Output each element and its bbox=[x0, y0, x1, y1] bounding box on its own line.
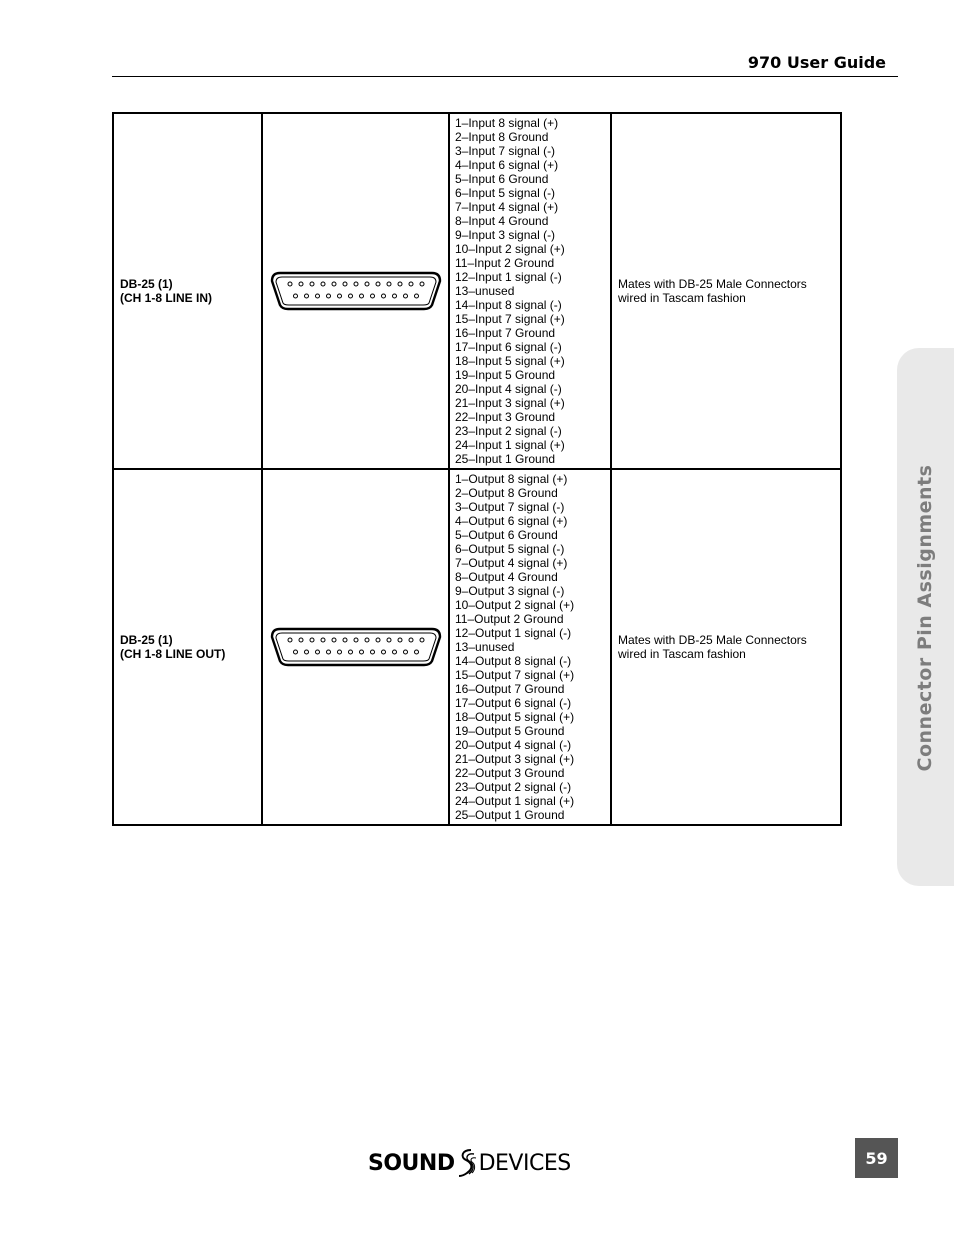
pin-hole bbox=[420, 282, 424, 286]
db25-female-connector-icon bbox=[270, 627, 442, 667]
pin-hole bbox=[348, 650, 352, 654]
pin-entry: 2–Input 8 Ground bbox=[455, 130, 549, 144]
pin-entry: 15–Output 7 signal (+) bbox=[455, 668, 575, 682]
pin-list bbox=[455, 116, 610, 466]
pin-hole bbox=[359, 650, 363, 654]
pin-hole bbox=[370, 294, 374, 298]
pin-hole bbox=[420, 638, 424, 642]
pin-hole bbox=[299, 282, 303, 286]
pin-hole bbox=[403, 294, 407, 298]
pin-entry: 20–Input 4 signal (-) bbox=[455, 382, 562, 396]
pin-entry: 8–Output 4 Ground bbox=[455, 570, 558, 584]
notes-line: wired in Tascam fashion bbox=[618, 291, 746, 305]
notes-line: wired in Tascam fashion bbox=[618, 647, 746, 661]
connector-image-cell bbox=[262, 113, 449, 469]
pin-entry: 16–Input 7 Ground bbox=[455, 326, 556, 340]
pin-entry: 1–Output 8 signal (+) bbox=[455, 472, 568, 486]
pin-entry: 21–Input 3 signal (+) bbox=[455, 396, 565, 410]
pin-hole bbox=[337, 650, 341, 654]
pin-entry: 11–Output 2 Ground bbox=[455, 612, 564, 626]
page-number: 59 bbox=[855, 1138, 898, 1178]
pin-hole bbox=[326, 294, 330, 298]
pin-entry: 19–Output 5 Ground bbox=[455, 724, 565, 738]
pin-hole bbox=[409, 638, 413, 642]
sound-devices-logo bbox=[368, 1146, 571, 1180]
pin-hole bbox=[293, 650, 297, 654]
pin-entry: 24–Output 1 signal (+) bbox=[455, 794, 575, 808]
pin-entry: 4–Input 6 signal (+) bbox=[455, 158, 559, 172]
pin-hole bbox=[321, 638, 325, 642]
pin-entry: 6–Input 5 signal (-) bbox=[455, 186, 556, 200]
pin-hole bbox=[343, 638, 347, 642]
pin-hole bbox=[304, 294, 308, 298]
notes-line: Mates with DB-25 Male Connectors bbox=[618, 633, 807, 647]
table-row bbox=[113, 113, 841, 469]
pin-entry: 23–Output 2 signal (-) bbox=[455, 780, 572, 794]
pin-entry: 5–Input 6 Ground bbox=[455, 172, 549, 186]
pin-entry: 2–Output 8 Ground bbox=[455, 486, 558, 500]
pin-entry: 22–Input 3 Ground bbox=[455, 410, 556, 424]
pin-entry: 13–unused bbox=[455, 640, 515, 654]
pin-hole bbox=[398, 638, 402, 642]
pin-hole bbox=[348, 294, 352, 298]
pin-hole bbox=[321, 282, 325, 286]
pin-entry: 7–Input 4 signal (+) bbox=[455, 200, 559, 214]
pin-list-cell bbox=[449, 469, 611, 825]
pin-entry: 5–Output 6 Ground bbox=[455, 528, 558, 542]
connector-name-cell bbox=[113, 469, 262, 825]
pin-entry: 8–Input 4 Ground bbox=[455, 214, 549, 228]
logo-word-devices: DEVICES bbox=[478, 1150, 571, 1176]
pin-entry: 10–Input 2 signal (+) bbox=[455, 242, 565, 256]
pin-hole bbox=[299, 638, 303, 642]
header-title: 970 User Guide bbox=[747, 53, 886, 72]
pin-entry: 3–Output 7 signal (-) bbox=[455, 500, 565, 514]
pin-entry: 19–Input 5 Ground bbox=[455, 368, 556, 382]
pin-entry: 16–Output 7 Ground bbox=[455, 682, 565, 696]
pin-hole bbox=[365, 638, 369, 642]
pin-entry: 12–Input 1 signal (-) bbox=[455, 270, 562, 284]
pin-entry: 24–Input 1 signal (+) bbox=[455, 438, 565, 452]
pin-hole bbox=[392, 294, 396, 298]
pin-hole bbox=[414, 650, 418, 654]
pin-entry: 25–Output 1 Ground bbox=[455, 808, 565, 822]
side-tab bbox=[897, 348, 954, 886]
pin-hole bbox=[332, 282, 336, 286]
pin-entry: 9–Input 3 signal (-) bbox=[455, 228, 556, 242]
connector-name-line: (CH 1-8 LINE OUT) bbox=[120, 647, 226, 661]
pin-hole bbox=[376, 282, 380, 286]
table-row bbox=[113, 469, 841, 825]
connector-name-line: (CH 1-8 LINE IN) bbox=[120, 291, 213, 305]
connector-name-cell bbox=[113, 113, 262, 469]
pin-hole bbox=[332, 638, 336, 642]
pin-hole bbox=[381, 294, 385, 298]
pin-entry: 18–Output 5 signal (+) bbox=[455, 710, 575, 724]
pin-hole bbox=[398, 282, 402, 286]
notes-line: Mates with DB-25 Male Connectors bbox=[618, 277, 807, 291]
pin-entry: 11–Input 2 Ground bbox=[455, 256, 555, 270]
pin-hole bbox=[409, 282, 413, 286]
pin-entry: 7–Output 4 signal (+) bbox=[455, 556, 568, 570]
pin-hole bbox=[337, 294, 341, 298]
pin-hole bbox=[403, 650, 407, 654]
pin-entry: 15–Input 7 signal (+) bbox=[455, 312, 565, 326]
pin-entry: 20–Output 4 signal (-) bbox=[455, 738, 572, 752]
pin-entry: 9–Output 3 signal (-) bbox=[455, 584, 565, 598]
pin-entry: 17–Output 6 signal (-) bbox=[455, 696, 572, 710]
header-rule bbox=[112, 76, 898, 77]
pin-hole bbox=[387, 282, 391, 286]
pin-hole bbox=[288, 282, 292, 286]
pin-entry: 4–Output 6 signal (+) bbox=[455, 514, 568, 528]
pin-entry: 6–Output 5 signal (-) bbox=[455, 542, 565, 556]
side-tab-label: Connector Pin Assignments bbox=[914, 464, 936, 772]
pin-hole bbox=[315, 294, 319, 298]
pin-hole bbox=[376, 638, 380, 642]
db25-female-connector-icon bbox=[270, 271, 442, 311]
pin-entry: 25–Input 1 Ground bbox=[455, 452, 556, 466]
pin-entry: 21–Output 3 signal (+) bbox=[455, 752, 575, 766]
pin-hole bbox=[381, 650, 385, 654]
pin-hole bbox=[365, 282, 369, 286]
pin-assignment-table bbox=[112, 112, 842, 826]
pin-entry: 14–Output 8 signal (-) bbox=[455, 654, 572, 668]
pin-list-cell bbox=[449, 113, 611, 469]
pin-entry: 14–Input 8 signal (-) bbox=[455, 298, 562, 312]
pin-entry: 23–Input 2 signal (-) bbox=[455, 424, 562, 438]
pin-hole bbox=[310, 638, 314, 642]
pin-entry: 12–Output 1 signal (-) bbox=[455, 626, 572, 640]
pin-list bbox=[455, 472, 610, 822]
connector-name-line: DB-25 (1) bbox=[120, 633, 173, 647]
pin-hole bbox=[354, 282, 358, 286]
pin-hole bbox=[370, 650, 374, 654]
connector-image-cell bbox=[262, 469, 449, 825]
pin-entry: 1–Input 8 signal (+) bbox=[455, 116, 559, 130]
logo-word-sound: SOUND bbox=[368, 1150, 455, 1176]
pin-hole bbox=[343, 282, 347, 286]
pin-entry: 17–Input 6 signal (-) bbox=[455, 340, 562, 354]
pin-hole bbox=[392, 650, 396, 654]
pin-hole bbox=[315, 650, 319, 654]
pin-entry: 10–Output 2 signal (+) bbox=[455, 598, 575, 612]
pin-entry: 3–Input 7 signal (-) bbox=[455, 144, 556, 158]
pin-hole bbox=[310, 282, 314, 286]
pin-entry: 13–unused bbox=[455, 284, 515, 298]
pin-hole bbox=[414, 294, 418, 298]
pin-hole bbox=[387, 638, 391, 642]
notes-cell bbox=[611, 113, 841, 469]
pin-hole bbox=[288, 638, 292, 642]
pin-hole bbox=[326, 650, 330, 654]
pin-entry: 22–Output 3 Ground bbox=[455, 766, 565, 780]
pin-hole bbox=[354, 638, 358, 642]
sound-devices-swirl-icon bbox=[456, 1147, 478, 1179]
connector-name-line: DB-25 (1) bbox=[120, 277, 173, 291]
pin-hole bbox=[304, 650, 308, 654]
pin-entry: 18–Input 5 signal (+) bbox=[455, 354, 565, 368]
pin-hole bbox=[293, 294, 297, 298]
notes-cell bbox=[611, 469, 841, 825]
pin-hole bbox=[359, 294, 363, 298]
